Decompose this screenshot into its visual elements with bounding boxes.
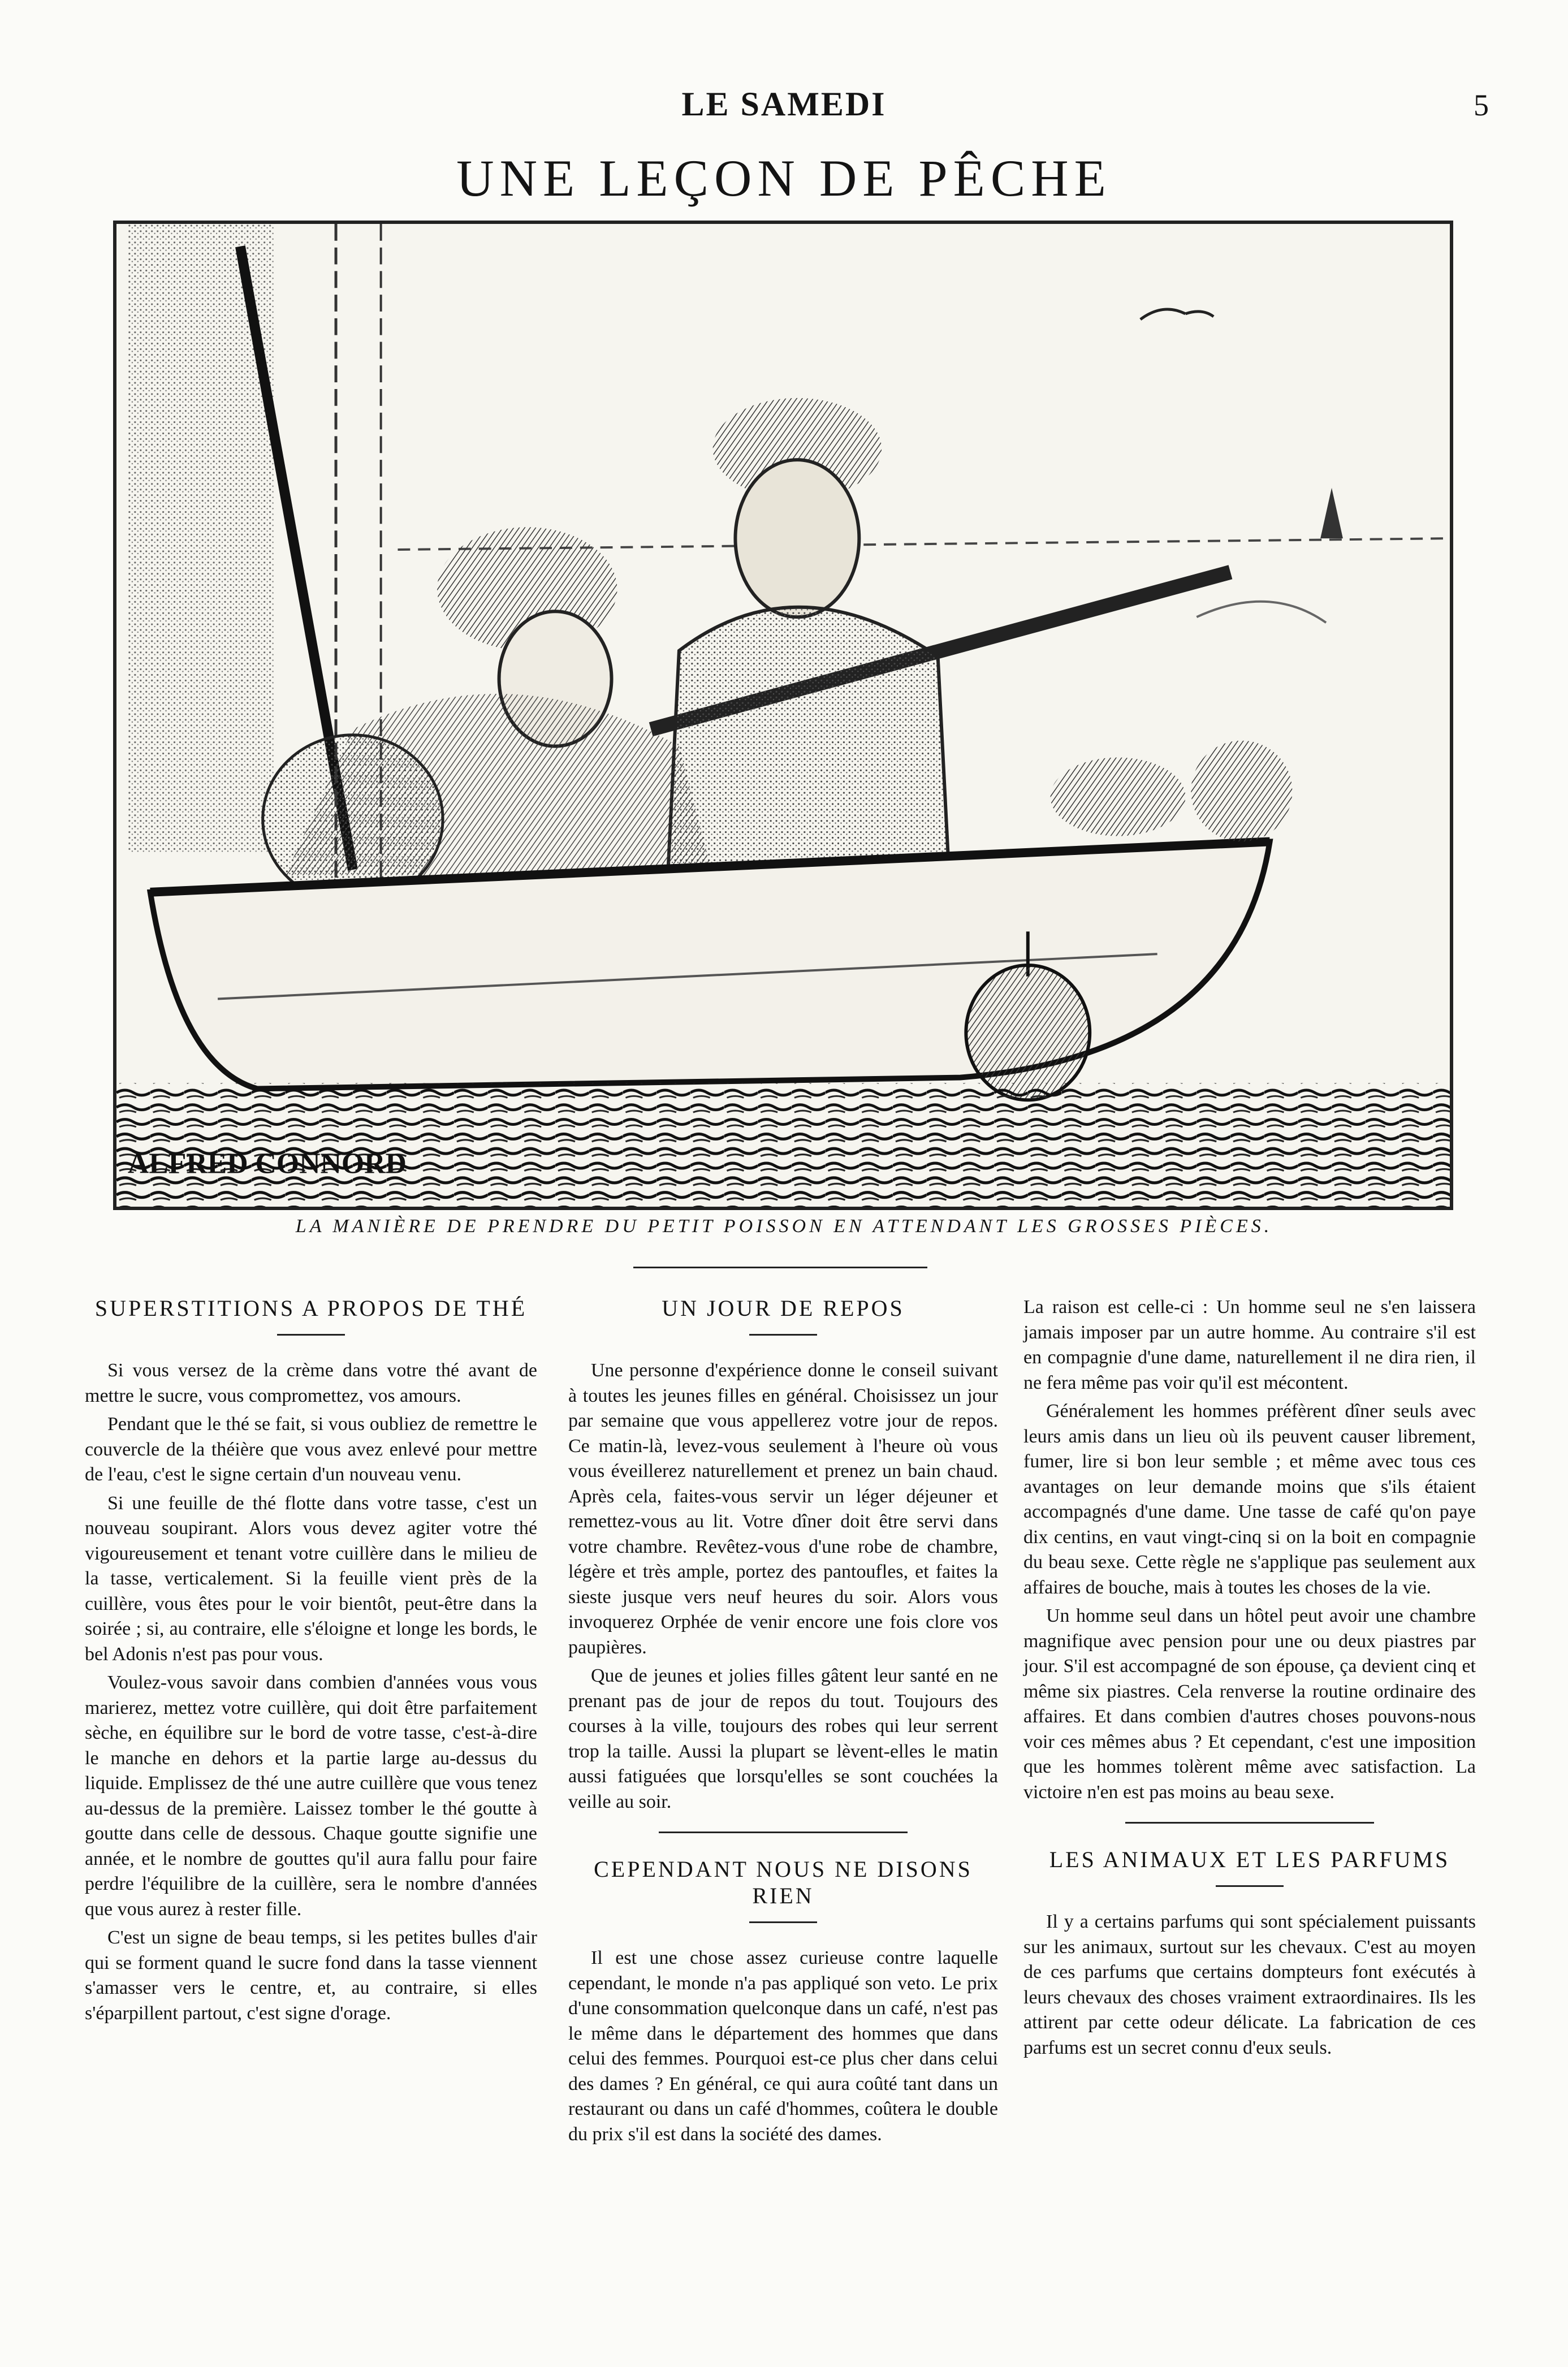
paragraph: Il est une chose assez curieuse contre laquelle cependant, le monde n'a pas appliqué son veto. Le prix d'une consommation quelconque dans un café, n'est pas le même dans le département des hommes que dans celui des femmes. Pourquoi est-ce plus cher dans celui des dames ? En général, ce qui aura coûté tant dans un restaurant ou dans un café d'hommes, coûtera le double du prix s'il est dans la société des dames. [568, 1947, 998, 2145]
article-title: UNE LEÇON DE PÊCHE [456, 149, 1112, 207]
paragraph: Une personne d'expérience donne le conseil suivant à toutes les jeunes filles en général. Choisissez un jour par semaine que vous appellerez votre jour de repos. Ce matin-là, levez-vous seulement à l'heure où vous vous éveillerez naturellement et prenez un bain chaud. Après cela, faites-vous servir un léger déjeuner et remettez-vous au lit. Votre dîner doit être servi dans votre chambre. Revêtez-vous d'une robe de chambre, légère et très ample, portez des pantoufles, et faites la sieste jusque vers neuf heures du soir. Alors vous invoquerez Orphée de venir encore une fois clore vos paupières. [568, 1360, 998, 1658]
section-title-superstitions: SUPERSTITIONS A PROPOS DE THÉ [94, 1295, 528, 1321]
paragraph: La raison est celle-ci : Un homme seul ne s'en laissera jamais imposer par un autre homme. Au contraire s'il est en compagnie d'une dame, naturellement il ne dira rien, il ne fera même pas voir qu'il est mécontent. [1023, 1297, 1476, 1393]
paragraph: C'est un signe de beau temps, si les petites bulles d'air qui se forment quand le sucre fond dans la tasse viennent s'amasser vers le centre, et, au contraire, si elles s'éparpillent partout, c'est signe d'orage. [85, 1927, 537, 2024]
right-column [1023, 1295, 1476, 2064]
paragraph: Pendant que le thé se fait, si vous oubliez de remettre le couvercle de la théière que vous avez enlevé pour mettre de l'eau, c'est le signe certain d'un nouveau venu. [85, 1414, 537, 1485]
paragraph: Si vous versez de la crème dans votre thé avant de mettre le sucre, vous compromettez, vos amours. [85, 1360, 537, 1406]
left-column [85, 1295, 537, 2029]
section-divider [749, 1334, 817, 1336]
section-title-animaux-parfums: LES ANIMAUX ET LES PARFUMS [1049, 1847, 1450, 1872]
paragraph: Un homme seul dans un hôtel peut avoir une chambre magnifique avec pension pour une ou deux piastres par jour. S'il est accompagné de son épouse, ça devient cinq et même six piastres. Cela renverse la routine ordinaire des affaires. Et dans combien d'autres choses pouvons-nous voir ces mêmes abus ? Et cependant, c'est une imposition que les hommes tolèrent même avec satisfaction. La victoire n'en est pas moins au beau sexe. [1023, 1605, 1476, 1803]
article-divider [659, 1832, 908, 1833]
article-divider [1125, 1822, 1374, 1824]
section-title-cependant: CEPENDANT NOUS NE DISONS RIEN [594, 1856, 973, 1908]
section-divider [749, 1921, 817, 1923]
paragraph: Il y a certains parfums qui sont spécialement puissants sur les animaux, surtout sur les chevaux. C'est au moyen de ces parfums que certains dompteurs font exécutés à leurs chevaux des choses vraiment extraordinaires. Ils les attirent par cette odeur délicate. La fabrication de ces parfums est un secret connu d'eux seuls. [1023, 1911, 1476, 2058]
caption-divider [633, 1267, 927, 1268]
paragraph: Si une feuille de thé flotte dans votre tasse, c'est un nouveau soupirant. Alors vous devez agiter votre thé vigoureusement et tenant votre cuillère dans le milieu de la tasse, verticalement. Si la feuille vient près de la cuillère, vous êtes pour le voir bientôt, peut-être dans la soirée ; si, au contraire, elle s'éloigne et longe les bords, le bel Adonis n'est pas pour vous. [85, 1492, 537, 1665]
paragraph: Voulez-vous savoir dans combien d'années vous vous marierez, mettez votre cuillère, qui doit être parfaitement sèche, en équilibre sur le bord de votre tasse, c'est-à-dire le manche en dehors et la partie large au-dessus du liquide. Emplissez de thé une autre cuillère que vous tenez au-dessus de la première. Laissez tomber le thé goutte à goutte dans celle de dessous. Chaque goutte signifie une année, et le nombre de gouttes qu'il aura fallu pour faire perdre l'équilibre de la cuillère, sera le nombre d'années que vous aurez à rester fille. [85, 1672, 537, 1920]
paragraph: Généralement les hommes préfèrent dîner seuls avec leurs amis dans un lieu où ils peuvent causer librement, fumer, lire si bon leur semble ; et même avec tous ces avantages on leur demande moins que s'ils étaient accompagnés d'une dame. Une tasse de café qu'on paye dix centins, en vaut vingt-cinq si on la boit en compagnie du beau sexe. Cette règle ne s'applique pas seulement aux affaires de bouche, mais à toutes les choses de la vie. [1023, 1401, 1476, 1598]
fishing-boat-engraving [113, 221, 1453, 1210]
middle-column [568, 1295, 998, 2150]
paragraph: Que de jeunes et jolies filles gâtent leur santé en ne prenant pas de jour de repos du tout. Toujours des courses à la ville, toujours des robes qui leur serrent trop la taille. Aussi la plupart se lèvent-elles le matin aussi fatiguées que lorsqu'elles se sont couchées la veille au soir. [568, 1665, 998, 1812]
artist-signature: ALFRED CONNORD [127, 1147, 407, 1180]
page-number: 5 [1474, 88, 1489, 122]
running-title: LE SAMEDI [681, 85, 887, 123]
section-divider [277, 1334, 345, 1336]
engraving-drawing [116, 224, 1450, 1207]
section-title-jour-de-repos: UN JOUR DE REPOS [662, 1295, 905, 1321]
section-divider [1216, 1885, 1284, 1887]
illustration-caption: LA MANIÈRE DE PRENDRE DU PETIT POISSON EN ATTENDANT LES GROSSES PIÈCES. [295, 1216, 1273, 1237]
